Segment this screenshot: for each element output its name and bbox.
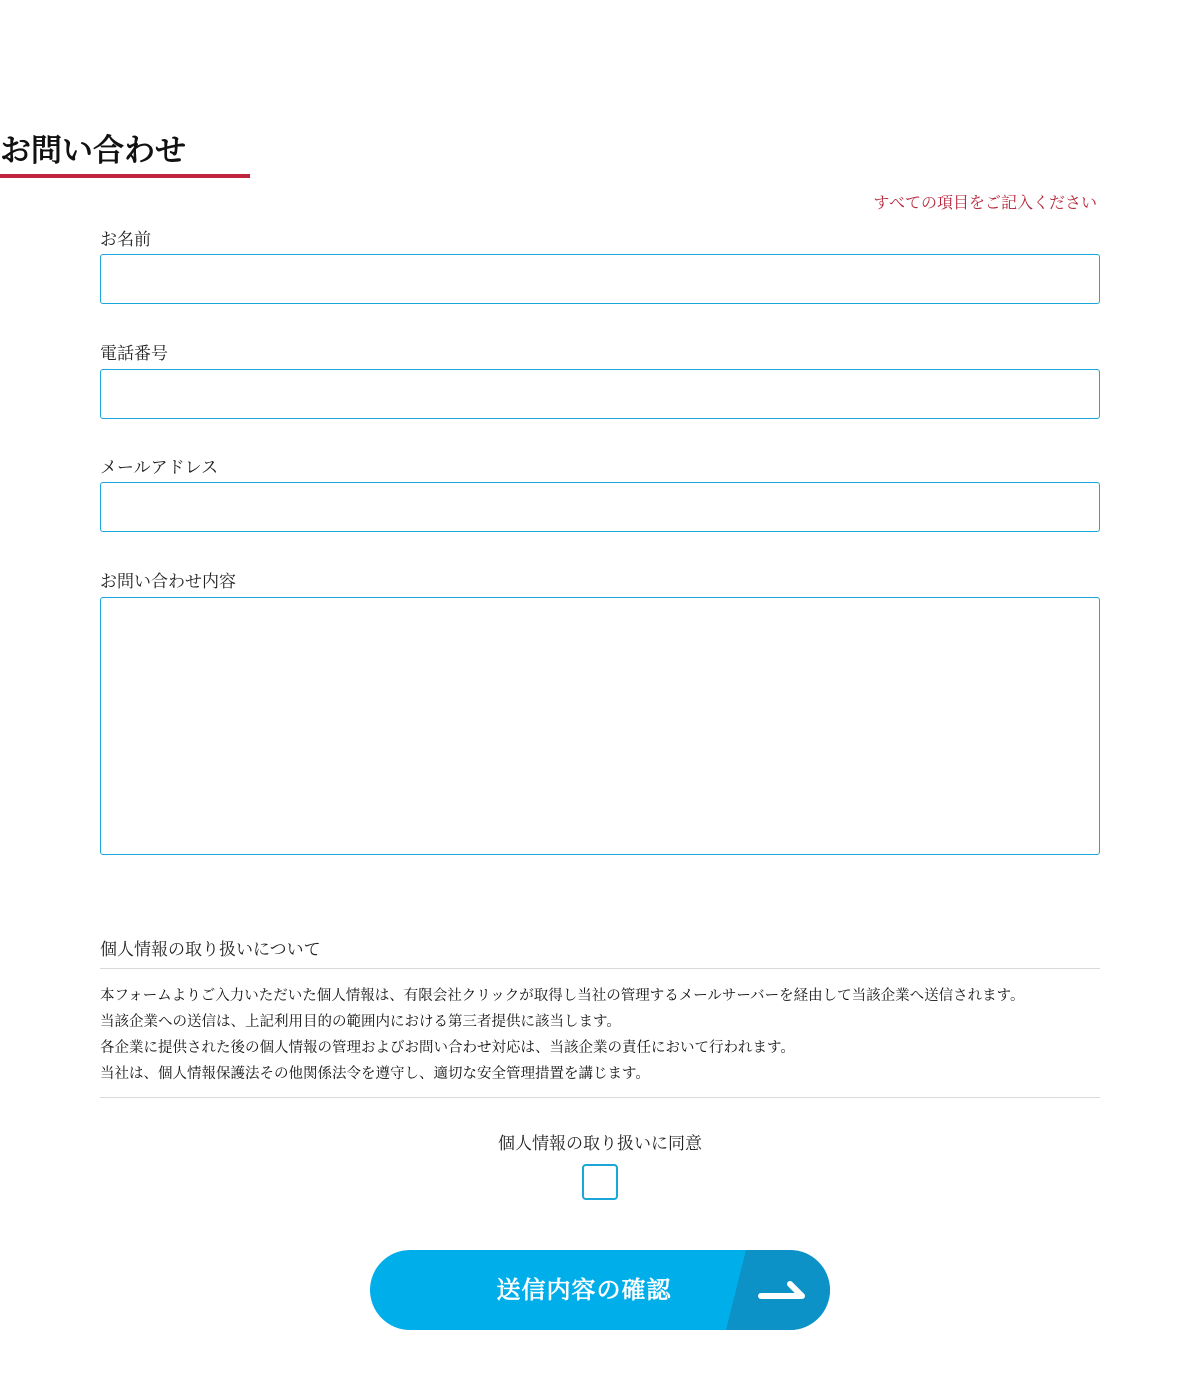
- consent-checkbox[interactable]: [582, 1164, 618, 1200]
- email-input[interactable]: [100, 482, 1100, 532]
- email-label: メールアドレス: [100, 458, 219, 478]
- consent-label: 個人情報の取り扱いに同意: [498, 1134, 702, 1154]
- name-input[interactable]: [100, 254, 1100, 304]
- privacy-text-box: [100, 968, 1100, 1098]
- privacy-heading: 個人情報の取り扱いについて: [100, 940, 321, 960]
- name-label: お名前: [100, 230, 151, 250]
- privacy-line: 各企業に提供された後の個人情報の管理およびお問い合わせ対応は、当該企業の責任において行われます。: [100, 1040, 795, 1056]
- phone-label: 電話番号: [100, 344, 168, 364]
- privacy-line: 本フォームよりご入力いただいた個人情報は、有限会社クリックが取得し当社の管理するメールサーバーを経由して当該企業へ送信されます。: [100, 988, 1025, 1004]
- phone-input[interactable]: [100, 369, 1100, 419]
- privacy-line: 当該企業への送信は、上記利用目的の範囲内における第三者提供に該当します。: [100, 1014, 621, 1030]
- required-note: すべての項目をご記入ください: [873, 193, 1097, 212]
- arrow-right-icon: [758, 1274, 808, 1306]
- confirm-submit-button[interactable]: [370, 1250, 830, 1330]
- page-title: お問い合わせ: [0, 133, 186, 169]
- inquiry-textarea[interactable]: [100, 597, 1100, 855]
- submit-button-label: 送信内容の確認: [496, 1276, 672, 1304]
- privacy-line: 当社は、個人情報保護法その他関係法令を遵守し、適切な安全管理措置を講じます。: [100, 1066, 650, 1082]
- inquiry-label: お問い合わせ内容: [100, 572, 236, 592]
- title-underline: [0, 174, 250, 178]
